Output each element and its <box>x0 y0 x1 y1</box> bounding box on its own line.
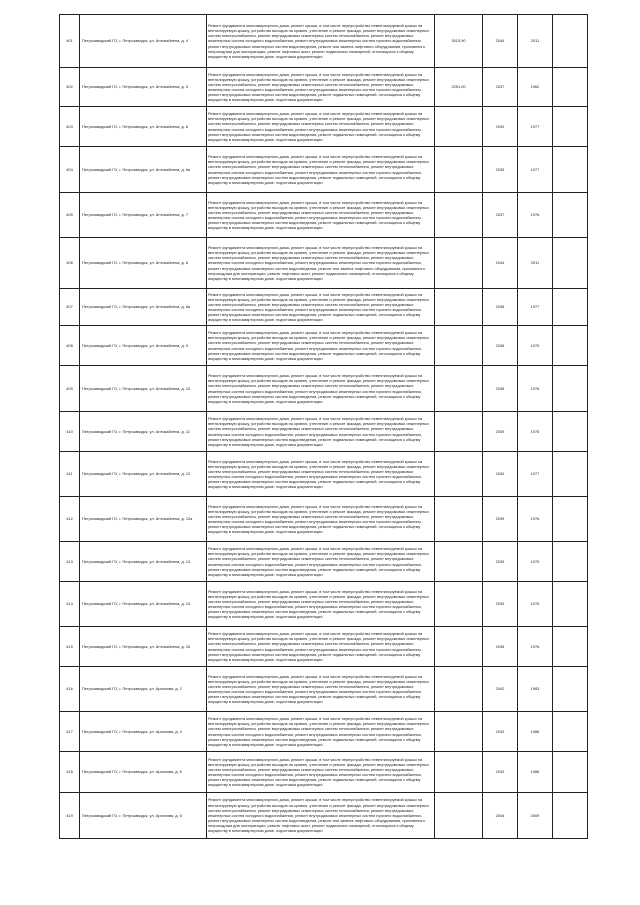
row-build-year: 1977 <box>518 452 553 497</box>
row-empty-cell <box>553 627 588 667</box>
row-work-description: Ремонт фундамента многоквартирного дома, ремонт крыши, в том числе переустройство невентилируемой крыши на вентилируемую крышу, устройство выходов на кровлю, утепление и ремонт фасада, ремонт внутридомовых инженерных систем электроснабжения, ремонт внутридомовых инженерных систем теплоснабжения, ремонт внутридомовых инженерных систем холодного водоснабжения, ремонт внутридомовых инженерных систем горячего водоснабжения, ремонт внутридомовых инженерных систем водоотведения, ремонт подвальных помещений, относящихся к общему имуществу в многоквартирном доме, подготовка документации <box>207 497 435 542</box>
table-row <box>60 582 588 627</box>
row-number: 408 <box>60 326 80 366</box>
row-empty-cell <box>553 667 588 712</box>
row-empty-cell <box>553 193 588 238</box>
row-area <box>435 289 483 326</box>
row-number: 405 <box>60 193 80 238</box>
row-build-year: 1986 <box>518 712 553 752</box>
row-build-year: 1962 <box>518 68 553 107</box>
row-build-year: 1977 <box>518 289 553 326</box>
row-address: Петрозаводский ГО, г. Петрозаводск, ул. Антикайнена, д. 10 <box>80 366 207 412</box>
row-empty-cell <box>553 238 588 289</box>
row-work-description: Ремонт фундамента многоквартирного дома, ремонт крыши, в том числе переустройство невентилируемой крыши на вентилируемую крышу, устройство выходов на кровлю, утепление и ремонт фасада, ремонт внутридомовых инженерных систем электроснабжения, ремонт внутридомовых инженерных систем теплоснабжения, ремонт внутридомовых инженерных систем холодного водоснабжения, ремонт внутридомовых инженерных систем горячего водоснабжения, ремонт внутридомовых инженерных систем водоотведения, ремонт подвальных помещений, относящихся к общему имуществу в многоквартирном доме, подготовка документации <box>207 452 435 497</box>
table-row <box>60 752 588 793</box>
table-row <box>60 412 588 452</box>
row-address: Петрозаводский ГО, г. Петрозаводск, ул. Антикайнена, д. 12 <box>80 452 207 497</box>
row-area <box>435 326 483 366</box>
row-build-year: 1975 <box>518 412 553 452</box>
row-work-description: Ремонт фундамента многоквартирного дома, ремонт крыши, в том числе переустройство невентилируемой крыши на вентилируемую крышу, устройство выходов на кровлю, утепление и ремонт фасада, ремонт внутридомовых инженерных систем электроснабжения, ремонт внутридомовых инженерных систем теплоснабжения, ремонт внутридомовых инженерных систем холодного водоснабжения, ремонт внутридомовых инженерных систем горячего водоснабжения, ремонт внутридомовых инженерных систем водоотведения, ремонт подвальных помещений, относящихся к общему имуществу в многоквартирном доме, подготовка документации <box>207 107 435 147</box>
row-address: Петрозаводский ГО, г. Петрозаводск, ул. Антикайнена, д. 15 <box>80 627 207 667</box>
row-build-year: 1976 <box>518 497 553 542</box>
row-empty-cell <box>553 15 588 68</box>
row-planned-year: 2044 <box>483 238 518 289</box>
row-planned-year: 2040 <box>483 107 518 147</box>
row-planned-year: 2035 <box>483 147 518 193</box>
table-row <box>60 326 588 366</box>
row-area <box>435 193 483 238</box>
row-number: 416 <box>60 667 80 712</box>
row-area <box>435 793 483 839</box>
row-planned-year: 2037 <box>483 68 518 107</box>
row-build-year: 1976 <box>518 627 553 667</box>
row-number: 412 <box>60 497 80 542</box>
row-empty-cell <box>553 582 588 627</box>
row-empty-cell <box>553 366 588 412</box>
row-number: 406 <box>60 238 80 289</box>
row-address: Петрозаводский ГО, г. Петрозаводск, ул. Антикайнена, д. 13 <box>80 542 207 582</box>
row-build-year: 2011 <box>518 238 553 289</box>
table-row <box>60 793 588 839</box>
row-number: 410 <box>60 412 80 452</box>
row-empty-cell <box>553 147 588 193</box>
row-area <box>435 582 483 627</box>
row-address: Петрозаводский ГО, г. Петрозаводск, ул. Антикайнена, д. 6а <box>80 147 207 193</box>
row-number: 415 <box>60 627 80 667</box>
row-work-description: Ремонт фундамента многоквартирного дома, ремонт крыши, в том числе переустройство невентилируемой крыши на вентилируемую крышу, устройство выходов на кровлю, утепление и ремонт фасада, ремонт внутридомовых инженерных систем электроснабжения, ремонт внутридомовых инженерных систем теплоснабжения, ремонт внутридомовых инженерных систем холодного водоснабжения, ремонт внутридомовых инженерных систем горячего водоснабжения, ремонт внутридомовых инженерных систем водоотведения, ремонт подвальных помещений, относящихся к общему имуществу в многоквартирном доме, подготовка документации <box>207 68 435 107</box>
row-address: Петрозаводский ГО, г. Петрозаводск, ул. Архипова, д. 2 <box>80 667 207 712</box>
row-address: Петрозаводский ГО, г. Петрозаводск, ул. Антикайнена, д. 4 <box>80 15 207 68</box>
row-build-year: 1977 <box>518 107 553 147</box>
table-row <box>60 107 588 147</box>
repair-program-table <box>59 14 588 839</box>
row-empty-cell <box>553 68 588 107</box>
row-number: 409 <box>60 366 80 412</box>
table-row <box>60 193 588 238</box>
row-planned-year: 2038 <box>483 289 518 326</box>
row-area <box>435 712 483 752</box>
row-area <box>435 497 483 542</box>
program-table-page <box>59 14 587 839</box>
row-empty-cell <box>553 289 588 326</box>
table-row <box>60 497 588 542</box>
row-empty-cell <box>553 452 588 497</box>
row-empty-cell <box>553 542 588 582</box>
row-area <box>435 238 483 289</box>
table-row <box>60 147 588 193</box>
row-work-description: Ремонт фундамента многоквартирного дома, ремонт крыши, в том числе переустройство невентилируемой крыши на вентилируемую крышу, устройство выходов на кровлю, утепление и ремонт фасада, ремонт внутридомовых инженерных систем электроснабжения, ремонт внутридомовых инженерных систем теплоснабжения, ремонт внутридомовых инженерных систем холодного водоснабжения, ремонт внутридомовых инженерных систем горячего водоснабжения, ремонт внутридомовых инженерных систем водоотведения, ремонт подвальных помещений, относящихся к общему имуществу в многоквартирном доме, подготовка документации <box>207 542 435 582</box>
row-planned-year: 2036 <box>483 627 518 667</box>
row-number: 414 <box>60 582 80 627</box>
table-row <box>60 289 588 326</box>
row-build-year: 2009 <box>518 793 553 839</box>
row-planned-year: 2039 <box>483 542 518 582</box>
table-row <box>60 68 588 107</box>
row-planned-year: 2044 <box>483 15 518 68</box>
row-empty-cell <box>553 752 588 793</box>
row-address: Петрозаводский ГО, г. Петрозаводск, ул. Антикайнена, д. 12а <box>80 497 207 542</box>
row-number: 407 <box>60 289 80 326</box>
row-planned-year: 2043 <box>483 712 518 752</box>
row-number: 417 <box>60 712 80 752</box>
row-area: 3015,90 <box>435 15 483 68</box>
row-build-year: 1976 <box>518 582 553 627</box>
row-number: 401 <box>60 15 80 68</box>
row-number: 403 <box>60 107 80 147</box>
row-planned-year: 2037 <box>483 193 518 238</box>
row-work-description: Ремонт фундамента многоквартирного дома, ремонт крыши, в том числе переустройство невентилируемой крыши на вентилируемую крышу, устройство выходов на кровлю, утепление и ремонт фасада, ремонт внутридомовых инженерных систем электроснабжения, ремонт внутридомовых инженерных систем теплоснабжения, ремонт внутридомовых инженерных систем холодного водоснабжения, ремонт внутридомовых инженерных систем горячего водоснабжения, ремонт внутридомовых инженерных систем водоотведения, ремонт подвальных помещений, относящихся к общему имуществу в многоквартирном доме, подготовка документации <box>207 193 435 238</box>
row-address: Петрозаводский ГО, г. Петрозаводск, ул. Антикайнена, д. 8 <box>80 238 207 289</box>
table-row <box>60 366 588 412</box>
row-planned-year: 2043 <box>483 752 518 793</box>
row-number: 418 <box>60 752 80 793</box>
row-empty-cell <box>553 497 588 542</box>
row-address: Петрозаводский ГО, г. Петрозаводск, ул. Антикайнена, д. 6 <box>80 107 207 147</box>
row-empty-cell <box>553 412 588 452</box>
row-work-description: Ремонт фундамента многоквартирного дома, ремонт крыши, в том числе переустройство невентилируемой крыши на вентилируемую крышу, устройство выходов на кровлю, утепление и ремонт фасада, ремонт внутридомовых инженерных систем электроснабжения, ремонт внутридомовых инженерных систем теплоснабжения, ремонт внутридомовых инженерных систем холодного водоснабжения, ремонт внутридомовых инженерных систем горячего водоснабжения, ремонт внутридомовых инженерных систем водоотведения, ремонт подвальных помещений, относящихся к общему имуществу в многоквартирном доме, подготовка документации <box>207 627 435 667</box>
row-planned-year: 2044 <box>483 793 518 839</box>
row-planned-year: 2042 <box>483 667 518 712</box>
row-work-description: Ремонт фундамента многоквартирного дома, ремонт крыши, в том числе переустройство невентилируемой крыши на вентилируемую крышу, устройство выходов на кровлю, утепление и ремонт фасада, ремонт внутридомовых инженерных систем электроснабжения, ремонт внутридомовых инженерных систем теплоснабжения, ремонт внутридомовых инженерных систем холодного водоснабжения, ремонт внутридомовых инженерных систем горячего водоснабжения, ремонт внутридомовых инженерных систем водоотведения, ремонт подвальных помещений, относящихся к общему имуществу в многоквартирном доме, подготовка документации <box>207 752 435 793</box>
row-number: 419 <box>60 793 80 839</box>
row-address: Петрозаводский ГО, г. Петрозаводск, ул. Антикайнена, д. 8а <box>80 289 207 326</box>
row-work-description: Ремонт фундамента многоквартирного дома, ремонт крыши, в том числе переустройство невентилируемой крыши на вентилируемую крышу, устройство выходов на кровлю, утепление и ремонт фасада, ремонт внутридомовых инженерных систем электроснабжения, ремонт внутридомовых инженерных систем теплоснабжения, ремонт внутридомовых инженерных систем холодного водоснабжения, ремонт внутридомовых инженерных систем горячего водоснабжения, ремонт внутридомовых инженерных систем водоотведения, ремонт подвальных помещений, относящихся к общему имуществу в многоквартирном доме, подготовка документации <box>207 326 435 366</box>
row-work-description: Ремонт фундамента многоквартирного дома, ремонт крыши, в том числе переустройство невентилируемой крыши на вентилируемую крышу, устройство выходов на кровлю, утепление и ремонт фасада, ремонт внутридомовых инженерных систем электроснабжения, ремонт внутридомовых инженерных систем теплоснабжения, ремонт внутридомовых инженерных систем холодного водоснабжения, ремонт внутридомовых инженерных систем горячего водоснабжения, ремонт внутридомовых инженерных систем водоотведения, ремонт подвальных помещений, относящихся к общему имуществу в многоквартирном доме, подготовка документации <box>207 147 435 193</box>
table-row <box>60 542 588 582</box>
row-empty-cell <box>553 107 588 147</box>
row-number: 402 <box>60 68 80 107</box>
row-build-year: 1977 <box>518 147 553 193</box>
row-work-description: Ремонт фундамента многоквартирного дома, ремонт крыши, в том числе переустройство невентилируемой крыши на вентилируемую крышу, устройство выходов на кровлю, утепление и ремонт фасада, ремонт внутридомовых инженерных систем электроснабжения, ремонт внутридомовых инженерных систем теплоснабжения, ремонт внутридомовых инженерных систем холодного водоснабжения, ремонт внутридомовых инженерных систем горячего водоснабжения, ремонт внутридомовых инженерных систем водоотведения, ремонт или замена лифтового оборудования, признанного непригодным для эксплуатации, ремонт лифтовых шахт, ремонт подвальных помещений, относящихся к общему имуществу в многоквартирном доме, подготовка документации <box>207 238 435 289</box>
table-row <box>60 15 588 68</box>
row-work-description: Ремонт фундамента многоквартирного дома, ремонт крыши, в том числе переустройство невентилируемой крыши на вентилируемую крышу, устройство выходов на кровлю, утепление и ремонт фасада, ремонт внутридомовых инженерных систем электроснабжения, ремонт внутридомовых инженерных систем теплоснабжения, ремонт внутридомовых инженерных систем холодного водоснабжения, ремонт внутридомовых инженерных систем горячего водоснабжения, ремонт внутридомовых инженерных систем водоотведения, ремонт подвальных помещений, относящихся к общему имуществу в многоквартирном доме, подготовка документации <box>207 667 435 712</box>
row-address: Петрозаводский ГО, г. Петрозаводск, ул. Архипова, д. 6 <box>80 752 207 793</box>
row-address: Петрозаводский ГО, г. Петрозаводск, ул. Антикайнена, д. 9 <box>80 326 207 366</box>
row-address: Петрозаводский ГО, г. Петрозаводск, ул. Антикайнена, д. 14 <box>80 582 207 627</box>
table-row <box>60 452 588 497</box>
row-build-year: 1976 <box>518 193 553 238</box>
row-planned-year: 2040 <box>483 452 518 497</box>
row-work-description: Ремонт фундамента многоквартирного дома, ремонт крыши, в том числе переустройство невентилируемой крыши на вентилируемую крышу, устройство выходов на кровлю, утепление и ремонт фасада, ремонт внутридомовых инженерных систем электроснабжения, ремонт внутридомовых инженерных систем теплоснабжения, ремонт внутридомовых инженерных систем холодного водоснабжения, ремонт внутридомовых инженерных систем горячего водоснабжения, ремонт внутридомовых инженерных систем водоотведения, ремонт подвальных помещений, относящихся к общему имуществу в многоквартирном доме, подготовка документации <box>207 289 435 326</box>
row-number: 404 <box>60 147 80 193</box>
row-address: Петрозаводский ГО, г. Петрозаводск, ул. Антикайнена, д. 11 <box>80 412 207 452</box>
row-address: Петрозаводский ГО, г. Петрозаводск, ул. Архипова, д. 8 <box>80 793 207 839</box>
row-area <box>435 412 483 452</box>
row-build-year: 1975 <box>518 326 553 366</box>
row-empty-cell <box>553 712 588 752</box>
row-empty-cell <box>553 326 588 366</box>
row-build-year: 1986 <box>518 752 553 793</box>
row-planned-year: 2038 <box>483 366 518 412</box>
row-address: Петрозаводский ГО, г. Петрозаводск, ул. Антикайнена, д. 5 <box>80 68 207 107</box>
row-build-year: 1983 <box>518 667 553 712</box>
row-work-description: Ремонт фундамента многоквартирного дома, ремонт крыши, в том числе переустройство невентилируемой крыши на вентилируемую крышу, устройство выходов на кровлю, утепление и ремонт фасада, ремонт внутридомовых инженерных систем электроснабжения, ремонт внутридомовых инженерных систем теплоснабжения, ремонт внутридомовых инженерных систем холодного водоснабжения, ремонт внутридомовых инженерных систем горячего водоснабжения, ремонт внутридомовых инженерных систем водоотведения, ремонт подвальных помещений, относящихся к общему имуществу в многоквартирном доме, подготовка документации <box>207 582 435 627</box>
row-address: Петрозаводский ГО, г. Петрозаводск, ул. Архипова, д. 4 <box>80 712 207 752</box>
row-build-year: 1976 <box>518 366 553 412</box>
row-work-description: Ремонт фундамента многоквартирного дома, ремонт крыши, в том числе переустройство невентилируемой крыши на вентилируемую крышу, устройство выходов на кровлю, утепление и ремонт фасада, ремонт внутридомовых инженерных систем электроснабжения, ремонт внутридомовых инженерных систем теплоснабжения, ремонт внутридомовых инженерных систем холодного водоснабжения, ремонт внутридомовых инженерных систем горячего водоснабжения, ремонт внутридомовых инженерных систем водоотведения, ремонт подвальных помещений, относящихся к общему имуществу в многоквартирном доме, подготовка документации <box>207 366 435 412</box>
row-area: 2251,00 <box>435 68 483 107</box>
row-area <box>435 147 483 193</box>
row-empty-cell <box>553 793 588 839</box>
row-planned-year: 2039 <box>483 412 518 452</box>
row-area <box>435 107 483 147</box>
row-work-description: Ремонт фундамента многоквартирного дома, ремонт крыши, в том числе переустройство невентилируемой крыши на вентилируемую крышу, устройство выходов на кровлю, утепление и ремонт фасада, ремонт внутридомовых инженерных систем электроснабжения, ремонт внутридомовых инженерных систем теплоснабжения, ремонт внутридомовых инженерных систем холодного водоснабжения, ремонт внутридомовых инженерных систем горячего водоснабжения, ремонт внутридомовых инженерных систем водоотведения, ремонт или замена лифтового оборудования, признанного непригодным для эксплуатации, ремонт лифтовых шахт, ремонт подвальных помещений, относящихся к общему имуществу в многоквартирном доме, подготовка документации <box>207 793 435 839</box>
row-area <box>435 366 483 412</box>
row-number: 411 <box>60 452 80 497</box>
row-planned-year: 2039 <box>483 497 518 542</box>
row-work-description: Ремонт фундамента многоквартирного дома, ремонт крыши, в том числе переустройство невентилируемой крыши на вентилируемую крышу, устройство выходов на кровлю, утепление и ремонт фасада, ремонт внутридомовых инженерных систем электроснабжения, ремонт внутридомовых инженерных систем теплоснабжения, ремонт внутридомовых инженерных систем холодного водоснабжения, ремонт внутридомовых инженерных систем горячего водоснабжения, ремонт внутридомовых инженерных систем водоотведения, ремонт или замена лифтового оборудования, признанного непригодным для эксплуатации, ремонт лифтовых шахт, ремонт подвальных помещений, относящихся к общему имуществу в многоквартирном доме, подготовка документации <box>207 15 435 68</box>
row-area <box>435 667 483 712</box>
row-planned-year: 2036 <box>483 326 518 366</box>
row-build-year: 1975 <box>518 542 553 582</box>
table-row <box>60 667 588 712</box>
table-row <box>60 712 588 752</box>
table-body <box>60 15 588 839</box>
row-work-description: Ремонт фундамента многоквартирного дома, ремонт крыши, в том числе переустройство невентилируемой крыши на вентилируемую крышу, устройство выходов на кровлю, утепление и ремонт фасада, ремонт внутридомовых инженерных систем электроснабжения, ремонт внутридомовых инженерных систем теплоснабжения, ремонт внутридомовых инженерных систем холодного водоснабжения, ремонт внутридомовых инженерных систем горячего водоснабжения, ремонт внутридомовых инженерных систем водоотведения, ремонт подвальных помещений, относящихся к общему имуществу в многоквартирном доме, подготовка документации <box>207 712 435 752</box>
table-row <box>60 627 588 667</box>
row-area <box>435 627 483 667</box>
row-build-year: 2011 <box>518 15 553 68</box>
row-work-description: Ремонт фундамента многоквартирного дома, ремонт крыши, в том числе переустройство невентилируемой крыши на вентилируемую крышу, устройство выходов на кровлю, утепление и ремонт фасада, ремонт внутридомовых инженерных систем электроснабжения, ремонт внутридомовых инженерных систем теплоснабжения, ремонт внутридомовых инженерных систем холодного водоснабжения, ремонт внутридомовых инженерных систем горячего водоснабжения, ремонт внутридомовых инженерных систем водоотведения, ремонт подвальных помещений, относящихся к общему имуществу в многоквартирном доме, подготовка документации <box>207 412 435 452</box>
row-area <box>435 752 483 793</box>
row-planned-year: 2039 <box>483 582 518 627</box>
row-area <box>435 452 483 497</box>
row-address: Петрозаводский ГО, г. Петрозаводск, ул. Антикайнена, д. 7 <box>80 193 207 238</box>
row-area <box>435 542 483 582</box>
row-number: 413 <box>60 542 80 582</box>
table-row <box>60 238 588 289</box>
